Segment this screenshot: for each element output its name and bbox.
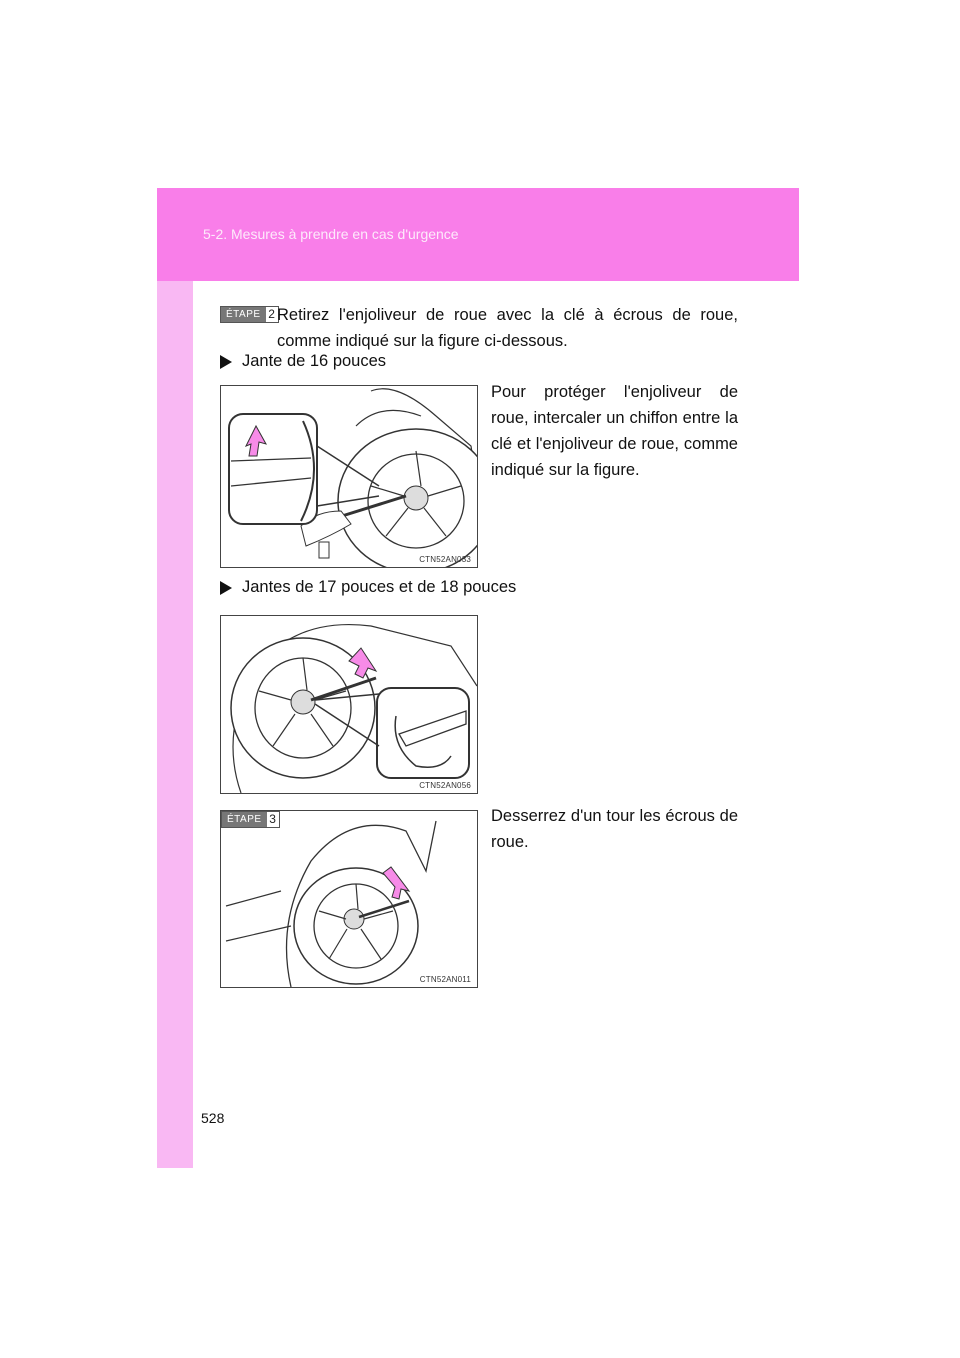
figure-loosen-nuts <box>220 810 478 988</box>
bullet-triangle-icon <box>220 355 232 369</box>
figure-code: CTN52AN011 <box>419 975 471 984</box>
option-16-inch <box>220 352 386 371</box>
step-badge-label: ÉTAPE <box>222 812 267 827</box>
step-badge-label: ÉTAPE <box>221 307 266 322</box>
option-17-18-inch-label: Jantes de 17 pouces et de 18 pouces <box>242 578 517 596</box>
option-16-inch-label: Jante de 16 pouces <box>242 352 387 370</box>
section-header-title: 5-2. Mesures à prendre en cas d'urgence <box>203 226 459 242</box>
step-3-badge <box>221 811 280 828</box>
wheel-cover-removal-illustration-large <box>221 616 477 793</box>
figure-17-18-inch-wheel <box>220 615 478 794</box>
step-2-instruction-line1: Retirez l'enjoliveur de roue avec la clé à écrous de roue, <box>277 306 738 324</box>
loosen-wheel-nuts-illustration <box>221 811 477 987</box>
step-2-badge <box>220 306 279 323</box>
wheel-cover-removal-illustration <box>221 386 477 567</box>
step-2-instruction-line2: comme indiqué sur la figure ci-dessous. <box>277 332 568 350</box>
figure-code: CTN52AN056 <box>419 781 471 790</box>
figure-code: CTN52AN033 <box>419 555 471 564</box>
step-badge-number: 2 <box>266 307 278 322</box>
step-badge-number: 3 <box>267 812 279 827</box>
page-number: 528 <box>201 1110 225 1126</box>
option-17-18-inch <box>220 578 516 597</box>
step-3-instruction: Desserrez d'un tour les écrous de roue. <box>491 807 738 851</box>
bullet-triangle-icon <box>220 581 232 595</box>
side-tab-strip <box>157 188 193 1168</box>
figure-16-inch-wheel <box>220 385 478 568</box>
option-16-inch-note: Pour protéger l'enjoliveur de roue, intercaler un chiffon entre la clé et l'enjoliveur de roue, comme indiqué sur la figure. <box>491 383 738 479</box>
